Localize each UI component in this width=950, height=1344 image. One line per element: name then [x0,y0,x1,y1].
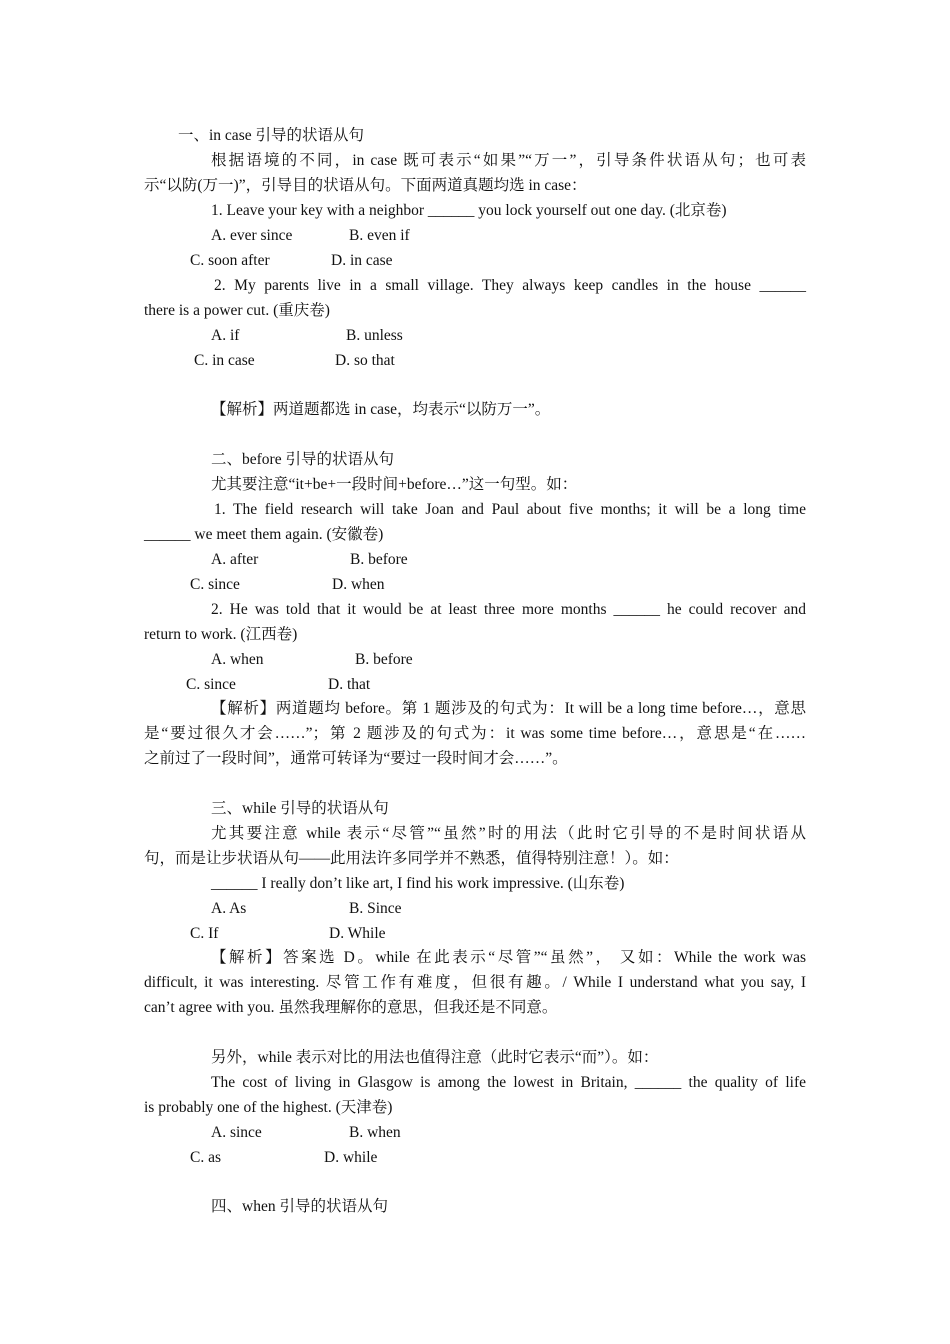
analysis-text: 【解析】两道题均 before。第 1 题涉及的句式为：It will be a long time before…，意思 [211,700,806,717]
question-stem: 2. He was told that it would be at least three more months ______ he could recover and [211,601,806,618]
analysis-text: 【解析】答案选 D。while 在此表示“尽管”“虽然”， 又如：While the work was [211,949,806,966]
option-d: D. in case [331,252,393,269]
option-a: A. As [211,900,247,917]
option-b: B. Since [349,900,402,917]
option-d: D. that [328,676,371,693]
option-c: C. as [190,1149,221,1166]
section-heading: 三、while 引导的状语从句 [211,800,389,817]
option-c: C. If [190,925,219,942]
option-d: D. when [332,576,385,593]
option-a: A. since [211,1124,262,1141]
question-stem: return to work. (江西卷) [144,626,298,643]
option-b: B. before [355,651,413,668]
option-a: A. when [211,651,264,668]
option-a: A. after [211,551,259,568]
question-stem: The cost of living in Glasgow is among the lowest in Britain, ______ the quality of life [211,1074,806,1091]
option-b: B. when [349,1124,401,1141]
paragraph-line: 尤其要注意“it+be+一段时间+before…”这一句型。如： [211,476,578,493]
analysis-text: difficult, it was interesting. 尽管工作有难度，但很有趣。/ While I understand what you say, I [144,974,806,991]
analysis-text: 之前过了一段时间”，通常可转译为“要过一段时间才会……”。 [144,750,568,767]
option-c: C. since [186,676,236,693]
question-stem: ______ we meet them again. (安徽卷) [144,526,384,543]
option-b: B. before [350,551,408,568]
paragraph-line: 句，而是让步状语从句——此用法许多同学并不熟悉，值得特别注意！）。如： [144,850,679,867]
option-d: D. while [324,1149,378,1166]
section-heading: 四、when 引导的状语从句 [211,1198,388,1215]
option-a: A. ever since [211,227,293,244]
option-c: C. soon after [190,252,270,269]
option-c: C. in case [194,352,255,369]
section-heading: 二、before 引导的状语从句 [211,451,394,468]
question-stem: there is a power cut. (重庆卷) [144,302,330,319]
section-heading: 一、in case 引导的状语从句 [178,127,364,144]
analysis-text: can’t agree with you. 虽然我理解你的意思，但我还是不同意。 [144,999,558,1016]
option-b: B. unless [346,327,403,344]
option-c: C. since [190,576,240,593]
question-stem: 1. The field research will take Joan and Paul about five months; it will be a long time [214,501,806,518]
question-stem: ______ I really don’t like art, I find his work impressive. (山东卷) [211,875,625,892]
option-d: D. so that [335,352,395,369]
question-stem: 1. Leave your key with a neighbor ______ you lock yourself out one day. (北京卷) [211,202,727,219]
option-b: B. even if [349,227,410,244]
paragraph-line: 根据语境的不同，in case 既可表示“如果”“万一”，引导条件状语从句；也可表 [211,152,806,169]
question-stem: 2. My parents live in a small village. They always keep candles in the house ______ [214,277,806,294]
paragraph-line: 另外，while 表示对比的用法也值得注意（此时它表示“而”）。如： [211,1049,659,1066]
analysis-text: 【解析】两道题都选 in case，均表示“以防万一”。 [211,401,551,418]
analysis-text: 是“要过很久才会……”；第 2 题涉及的句式为：it was some time before…，意思是“在…… [144,725,806,742]
paragraph-line: 示“以防(万一)”，引导目的状语从句。下面两道真题均选 in case： [144,177,587,194]
option-d: D. While [329,925,386,942]
paragraph-line: 尤其要注意 while 表示“尽管”“虽然”时的用法（此时它引导的不是时间状语从 [211,825,806,842]
option-a: A. if [211,327,240,344]
question-stem: is probably one of the highest. (天津卷) [144,1099,393,1116]
